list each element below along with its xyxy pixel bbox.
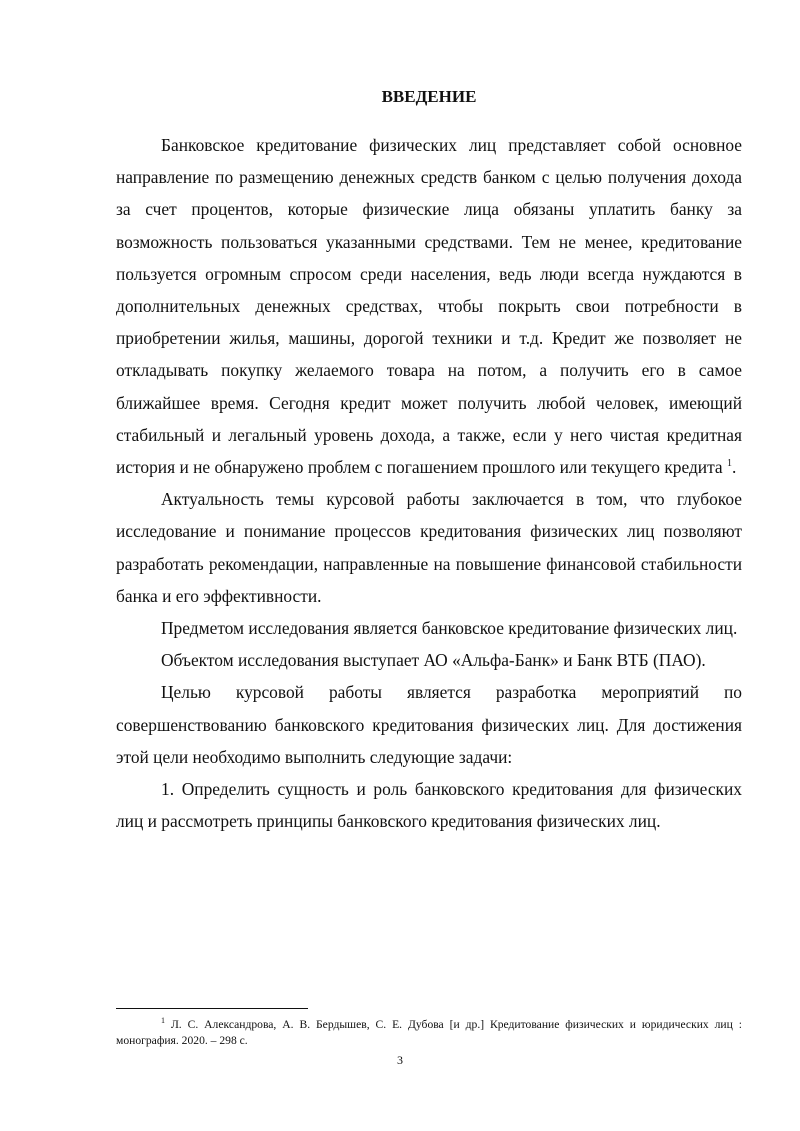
paragraph-goal: Целью курсовой работы является разработка мероприятий по совершенствованию банковского кредитования физических лиц. Для достижения этой цели необходимо выполнить следующие задачи:	[116, 682, 742, 767]
paragraph-task-1: 1. Определить сущность и роль банковского кредитования для физических лиц и рассмотреть принципы банковского кредитования физических лиц.	[116, 779, 742, 832]
body-text	[116, 129, 742, 837]
footnote-divider	[116, 1008, 308, 1009]
footnote	[116, 1017, 742, 1049]
paragraph-intro-text: Банковское кредитование физических лиц представляет собой основное направление по размещению денежных средств банком с целью получения дохода за счет процентов, которые физические лица обязаны уплатить банку за возможность пользоваться указанными средствами. Тем не менее, кредитование пользуется огромным спросом среди населения, ведь люди всегда нуждаются в дополнительных денежных средствах, чтобы покрыть свои потребности в приобретении жилья, машины, дорогой техники и т.д. Кредит же позволяет не откладывать покупку желаемого товара на потом, а получить его в самое ближайшее время. Сегодня кредит может получить любой человек, имеющий стабильный и легальный уровень дохода, а также, если у него чистая кредитная история и не обнаружено проблем с погашением прошлого или текущего кредита	[116, 135, 742, 478]
paragraph-relevance: Актуальность темы курсовой работы заключается в том, что глубокое исследование и понимание процессов кредитования физических лиц позволяют разработать рекомендации, направленные на повышение финансовой стабильности банка и его эффективности.	[116, 489, 742, 606]
paragraph-object: Объектом исследования выступает АО «Альфа-Банк» и Банк ВТБ (ПАО).	[161, 650, 706, 671]
paragraph-subject: Предметом исследования является банковское кредитование физических лиц.	[161, 618, 738, 639]
page-number: 3	[397, 1053, 403, 1067]
paragraph-intro	[116, 129, 742, 483]
paragraph-intro-end: .	[732, 457, 737, 478]
footnote-marker: 1	[161, 1016, 165, 1026]
footnote-text: Л. С. Александрова, А. В. Бердышев, С. Е. Дубова [и др.] Кредитование физических и юридических лиц : монография. 2020. – 298 с.	[116, 1018, 742, 1047]
footnote-reference: 1	[727, 458, 732, 470]
page-title: ВВЕДЕНИЕ	[381, 87, 477, 106]
